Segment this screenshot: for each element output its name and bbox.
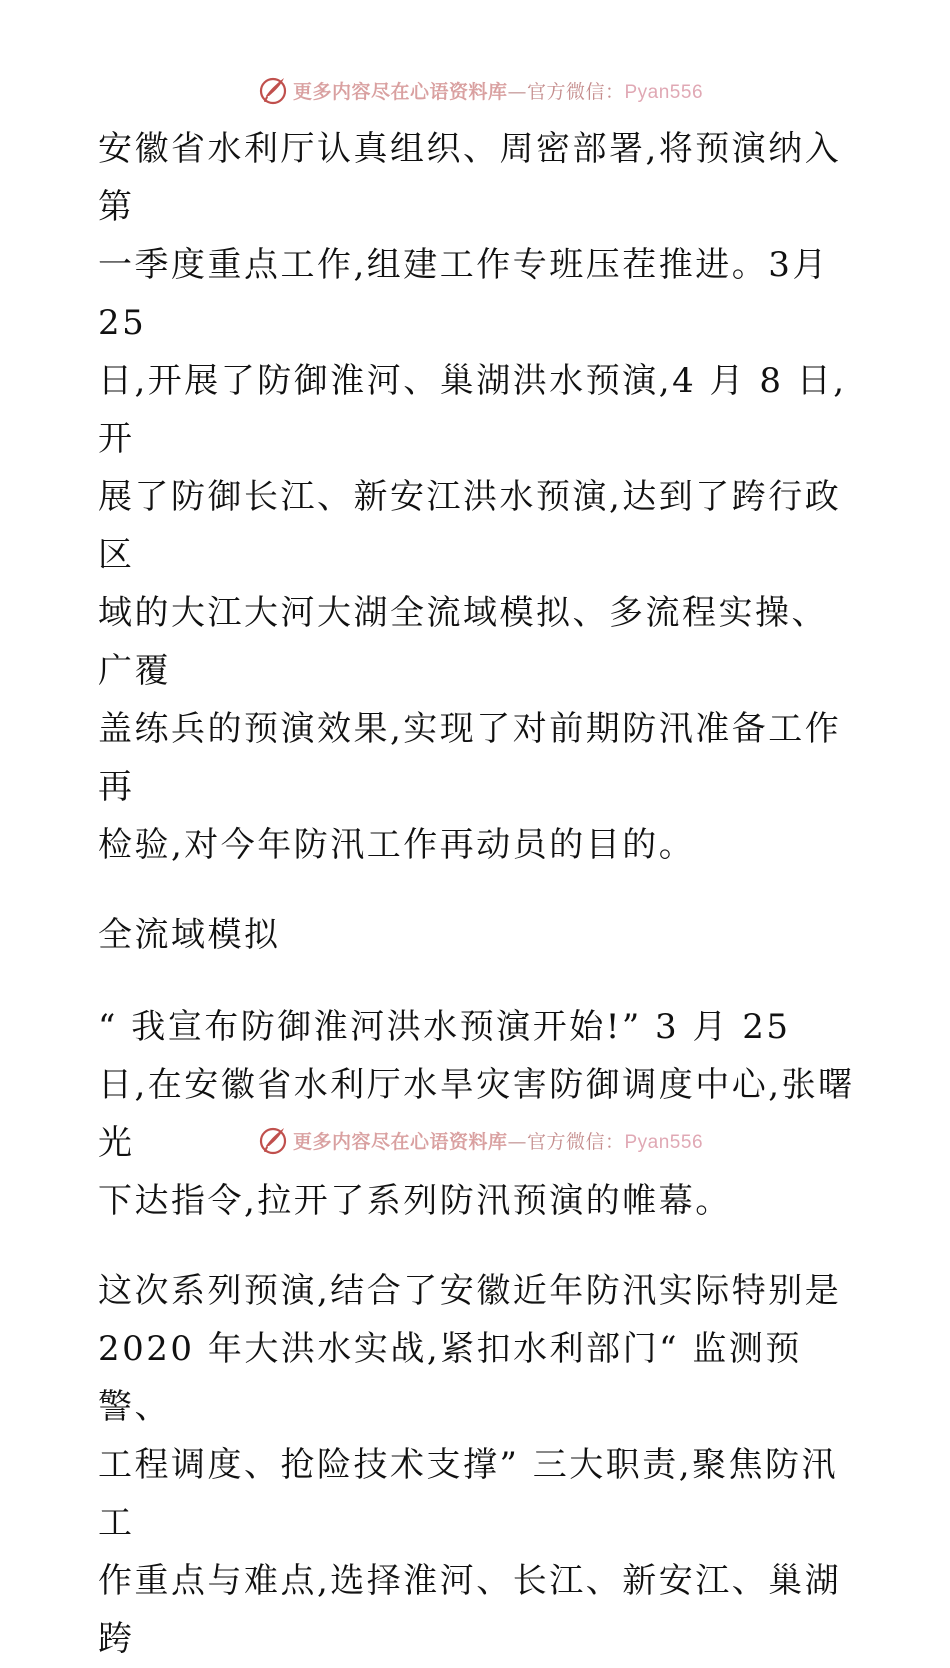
watermark-brand: 更多内容尽在心语资料库: [292, 1130, 508, 1153]
watermark-separator: —: [507, 1130, 527, 1153]
watermark-wechat-label: 官方微信：: [526, 80, 625, 103]
footer-watermark: [0, 1122, 950, 1158]
watermark-group: [257, 74, 703, 106]
watermark-text: [293, 77, 703, 104]
watermark-text: [293, 1127, 703, 1154]
quill-seal-icon: [257, 74, 289, 106]
watermark-wechat-id: Pyan556: [624, 1131, 704, 1153]
quill-seal-icon: [257, 1124, 289, 1156]
watermark-separator: —: [507, 80, 527, 103]
watermark-group: [257, 1124, 703, 1156]
document-body: [98, 120, 858, 1668]
header-watermark: [0, 72, 950, 108]
paragraph-announcement: “ 我宣布防御淮河洪水预演开始!” 3 月 25 日,在安徽省水利厅水旱灾害防御调度中心,张曙光 下达指令,拉开了系列防汛预演的帷幕。: [98, 1007, 855, 1221]
watermark-brand: 更多内容尽在心语资料库: [292, 80, 508, 103]
watermark-wechat-label: 官方微信：: [526, 1130, 625, 1153]
watermark-wechat-id: Pyan556: [624, 81, 704, 103]
section-heading: 全流域模拟: [98, 915, 281, 955]
paragraph-intro: 安徽省水利厅认真组织、周密部署,将预演纳入第 一季度重点工作,组建工作专班压茬推进。3月 25 日,开展了防御淮河、巢湖洪水预演,4 月 8 日,开 展了防御长江、新安江洪水预演,达到了跨行政区 域的大江大河大湖全流域模拟、多流程实操、广覆 盖练兵的预演效果,实现了对前期防汛准备工作再 检验,对今年防汛工作再动员的目的。: [98, 129, 847, 865]
paragraph-details: 这次系列预演,结合了安徽近年防汛实际特别是 2020 年大洪水实战,紧扣水利部门“ 监测预警、 工程调度、抢险技术支撑” 三大职责,聚焦防汛工 作重点与难点,选择淮河、长江、新安江、巢湖跨: [98, 1271, 842, 1659]
